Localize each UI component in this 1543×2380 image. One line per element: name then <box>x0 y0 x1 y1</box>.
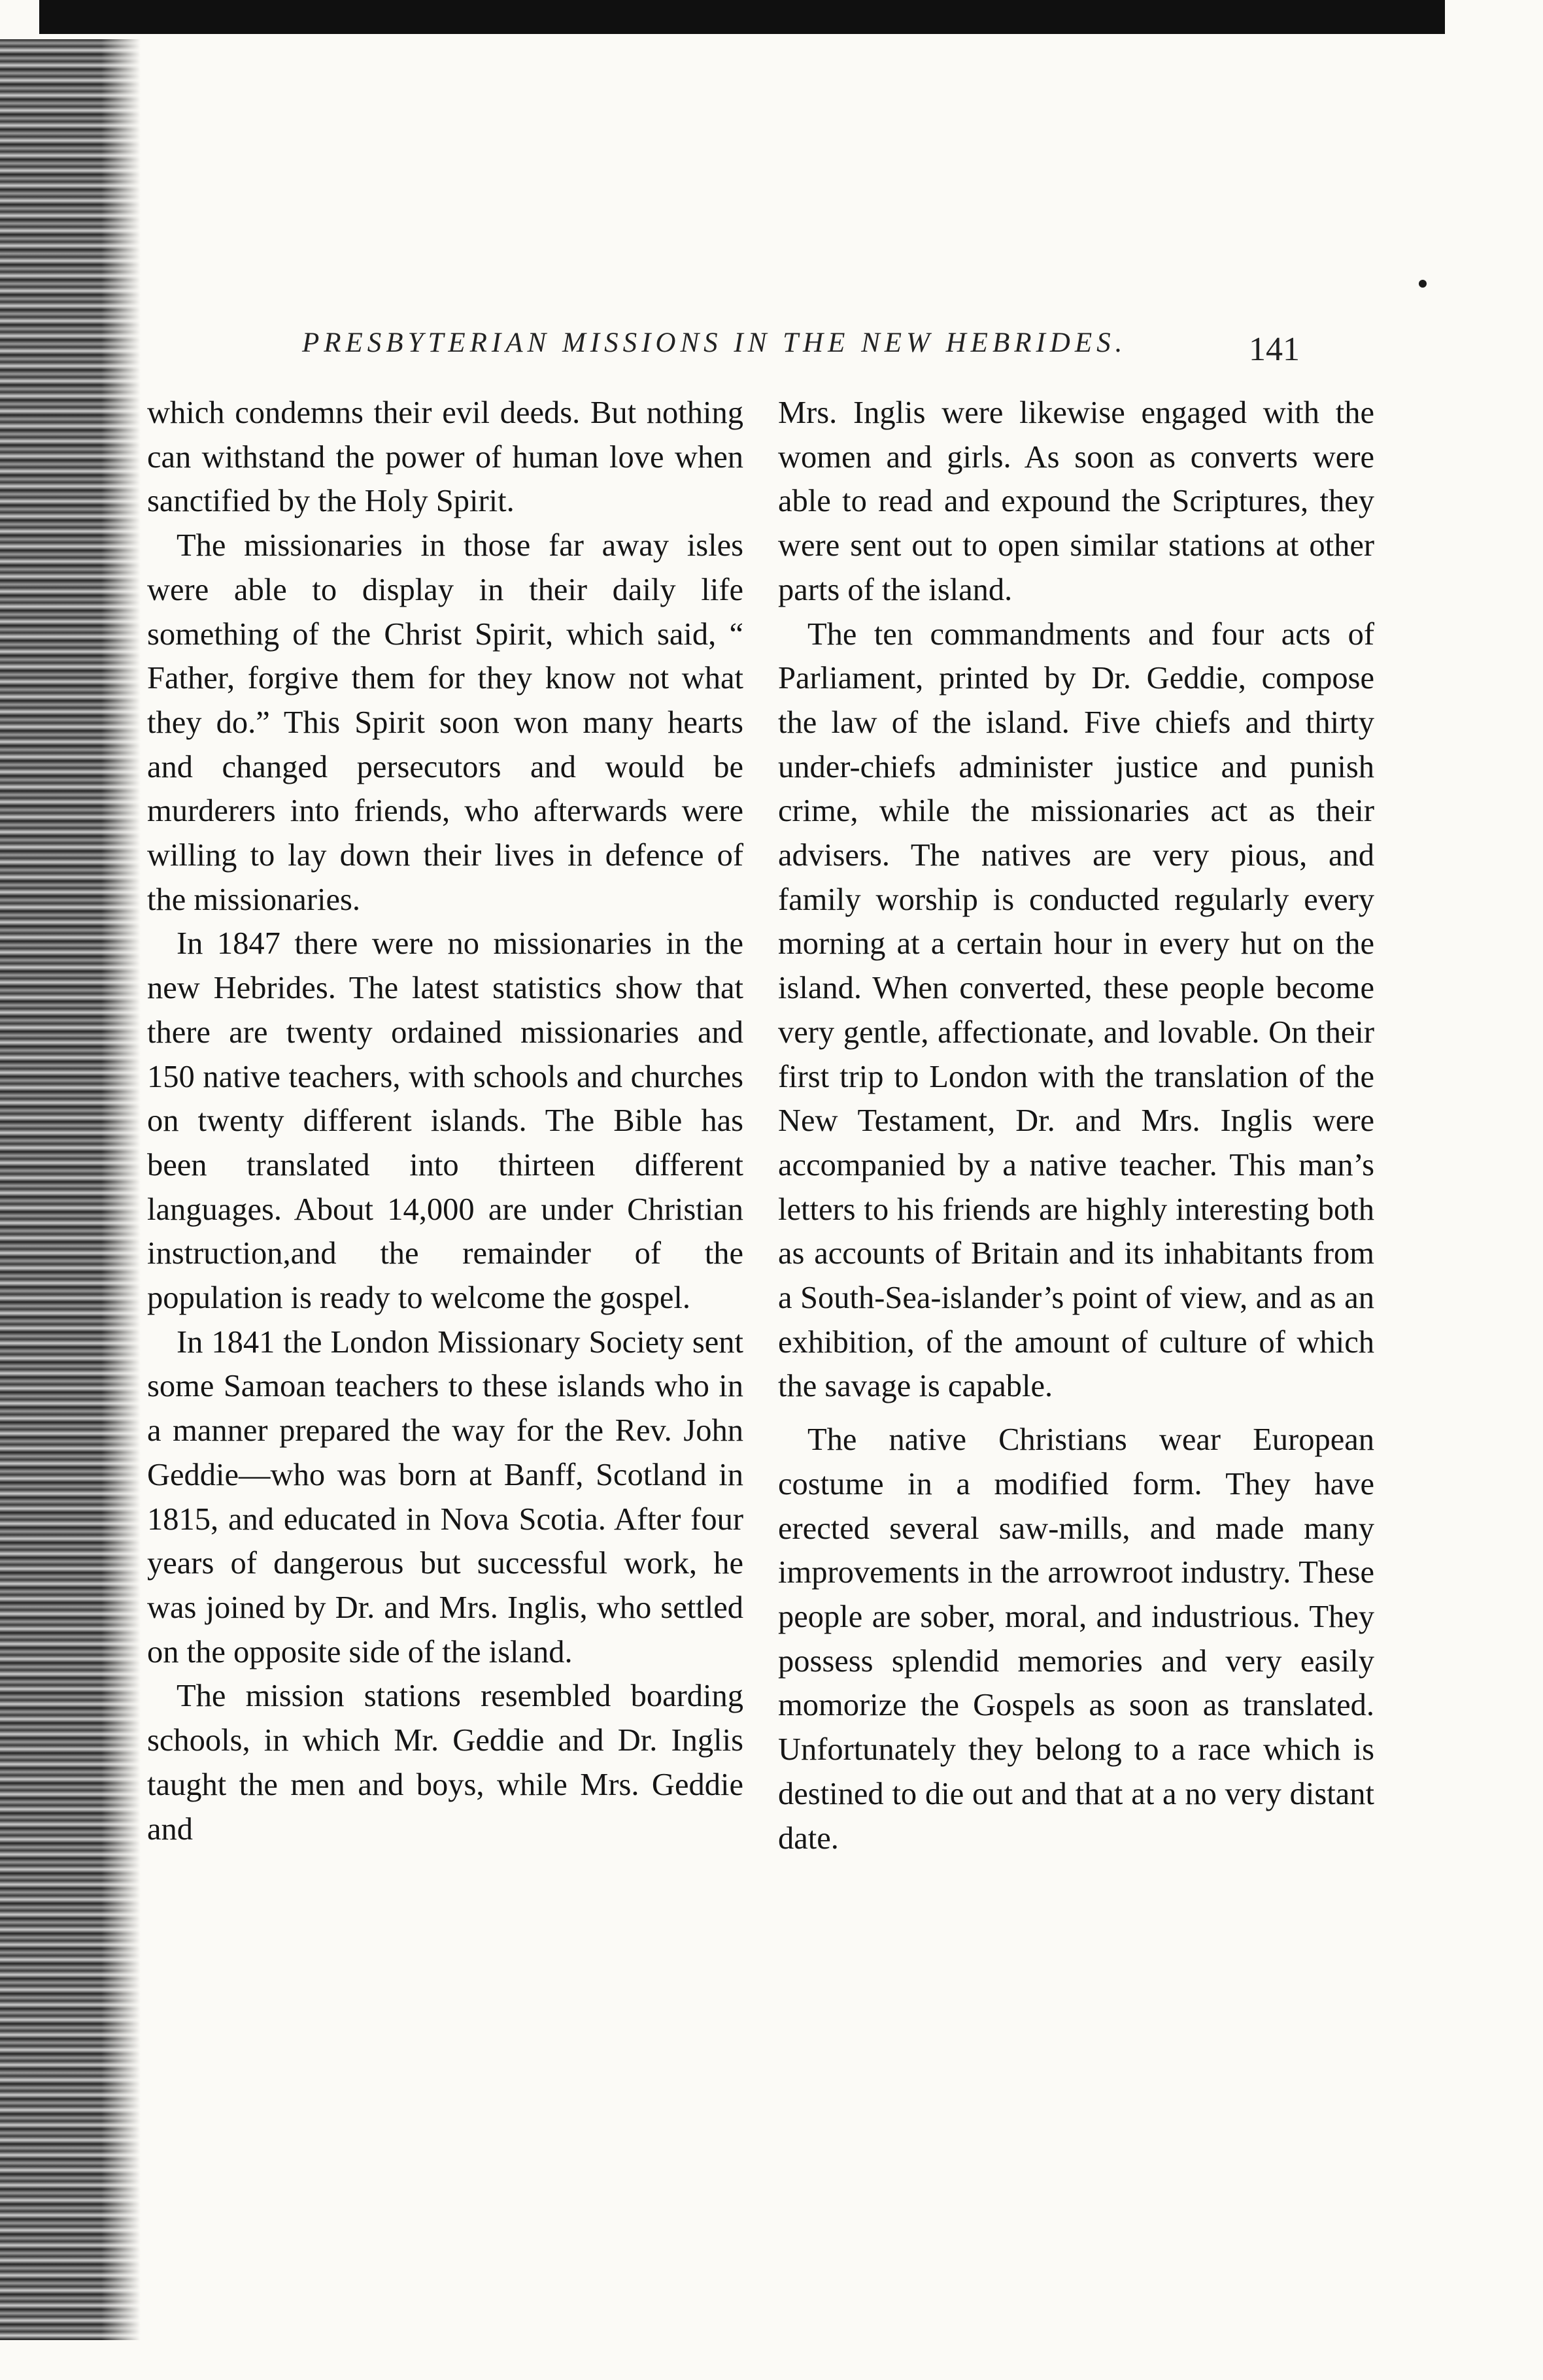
left-column <box>147 391 743 1851</box>
running-header: PRESBYTERIAN MISSIONS IN THE NEW HEBRIDES. <box>302 327 1127 358</box>
left-paragraph-2: The missionaries in those far away isles were able to display in their daily life something of the Christ Spirit, which said, “ Father, forgive them for they know not what they do.” This Spirit soon won many hearts and changed persecutors and would be murderers into friends, who afterwards were willing to lay down their lives in defence of the missionaries. <box>147 528 743 917</box>
left-paragraph-1: which condemns their evil deeds. But nothing can withstand the power of human love when sanctified by the Holy Spirit. <box>147 395 743 519</box>
right-paragraph-3: The native Christians wear European costume in a modified form. They have erected several saw-mills, and made many improvements in the arrowroot industry. These people are sober, moral, and industrious. They possess splendid memories and very easily momorize the Gospels as soon as translated. Unfortunately they belong to a race which is destined to die out and that at a no very distant date. <box>778 1422 1374 1856</box>
left-paragraph-3: In 1847 there were no missionaries in the new Hebrides. The latest statistics show that there are twenty ordained missionaries and 150 native teachers, with schools and churches on twenty different islands. The Bible has been translated into thirteen different languages. About 14,000 are under Christian instruction,and the remainder of the population is ready to welcome the gospel. <box>147 926 743 1316</box>
left-paragraph-5: The mission stations resembled boarding schools, in which Mr. Geddie and Dr. Inglis taught the men and boys, while Mrs. Geddie and <box>147 1679 743 1847</box>
scan-binding-edge <box>0 39 141 2340</box>
right-paragraph-2: The ten commandments and four acts of Parliament, printed by Dr. Geddie, compose the law of the island. Five chiefs and thirty under-chiefs administer justice and punish crime, while the missionaries act as their advisers. The natives are very pious, and family worship is conducted regularly every morning at a certain hour in every hut on the island. When converted, these people become very gentle, affectionate, and lovable. On their first trip to London with the translation of the New Testament, Dr. and Mrs. Inglis were accompanied by a native teacher. This man’s letters to his friends are highly interesting both as accounts of Britain and its inhabitants from a South-Sea-islander’s point of view, and as an exhibition, of the amount of culture of which the savage is capable. <box>778 616 1374 1404</box>
right-paragraph-1: Mrs. Inglis were likewise engaged with the women and girls. As soon as converts were able to read and expound the Scriptures, they were sent out to open similar stations at other parts of the island. <box>778 395 1374 607</box>
left-paragraph-4: In 1841 the London Missionary Society sent some Samoan teachers to these islands who in a manner prepared the way for the Rev. John Geddie—who was born at Banff, Scotland in 1815, and educated in Nova Scotia. After four years of dangerous but successful work, he was joined by Dr. and Mrs. Inglis, who settled on the opposite side of the island. <box>147 1324 743 1669</box>
right-column <box>778 391 1374 1860</box>
scan-top-rule <box>39 0 1445 34</box>
page-number: 141 <box>1249 331 1300 368</box>
ink-speck <box>1419 280 1427 288</box>
